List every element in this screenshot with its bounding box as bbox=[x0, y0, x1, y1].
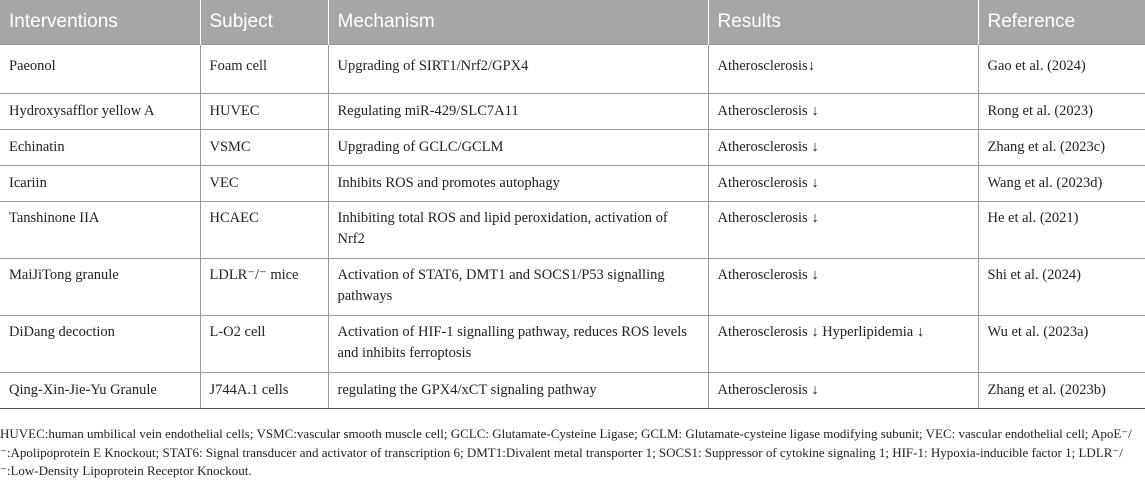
cell-results: Atherosclerosis↓ bbox=[708, 45, 978, 94]
cell-results: Atherosclerosis ↓ bbox=[708, 202, 978, 259]
cell-mechanism: Activation of STAT6, DMT1 and SOCS1/P53 signalling pathways bbox=[328, 259, 708, 316]
cell-reference: He et al. (2021) bbox=[978, 202, 1145, 259]
cell-intervention: Tanshinone IIA bbox=[0, 202, 200, 259]
table-row bbox=[0, 94, 1145, 130]
cell-mechanism: regulating the GPX4/xCT signaling pathway bbox=[328, 373, 708, 409]
header-reference: Reference bbox=[978, 0, 1145, 45]
table-row bbox=[0, 259, 1145, 316]
table-row bbox=[0, 202, 1145, 259]
cell-subject: L-O2 cell bbox=[200, 316, 328, 373]
cell-reference: Rong et al. (2023) bbox=[978, 94, 1145, 130]
cell-reference: Wang et al. (2023d) bbox=[978, 166, 1145, 202]
cell-mechanism: Inhibits ROS and promotes autophagy bbox=[328, 166, 708, 202]
cell-intervention: MaiJiTong granule bbox=[0, 259, 200, 316]
cell-reference: Wu et al. (2023a) bbox=[978, 316, 1145, 373]
cell-subject: HUVEC bbox=[200, 94, 328, 130]
table-row bbox=[0, 130, 1145, 166]
cell-reference: Gao et al. (2024) bbox=[978, 45, 1145, 94]
table-row bbox=[0, 166, 1145, 202]
header-results: Results bbox=[708, 0, 978, 45]
cell-reference: Zhang et al. (2023b) bbox=[978, 373, 1145, 409]
cell-results: Atherosclerosis ↓ bbox=[708, 259, 978, 316]
header-mechanism: Mechanism bbox=[328, 0, 708, 45]
table-row bbox=[0, 316, 1145, 373]
cell-subject: VEC bbox=[200, 166, 328, 202]
header-interventions: Interventions bbox=[0, 0, 200, 45]
cell-subject: Foam cell bbox=[200, 45, 328, 94]
cell-subject: J744A.1 cells bbox=[200, 373, 328, 409]
cell-results: Atherosclerosis ↓ bbox=[708, 373, 978, 409]
cell-subject: LDLR⁻/⁻ mice bbox=[200, 259, 328, 316]
header-subject: Subject bbox=[200, 0, 328, 45]
cell-intervention: Hydroxysafflor yellow A bbox=[0, 94, 200, 130]
cell-subject: VSMC bbox=[200, 130, 328, 166]
header-row bbox=[0, 0, 1145, 45]
cell-reference: Zhang et al. (2023c) bbox=[978, 130, 1145, 166]
cell-results: Atherosclerosis ↓ bbox=[708, 130, 978, 166]
cell-mechanism: Activation of HIF-1 signalling pathway, reduces ROS levels and inhibits ferroptosis bbox=[328, 316, 708, 373]
cell-mechanism: Upgrading of GCLC/GCLM bbox=[328, 130, 708, 166]
table-row bbox=[0, 45, 1145, 94]
cell-mechanism: Inhibiting total ROS and lipid peroxidation, activation of Nrf2 bbox=[328, 202, 708, 259]
cell-subject: HCAEC bbox=[200, 202, 328, 259]
cell-intervention: Echinatin bbox=[0, 130, 200, 166]
cell-intervention: DiDang decoction bbox=[0, 316, 200, 373]
cell-reference: Shi et al. (2024) bbox=[978, 259, 1145, 316]
cell-intervention: Qing-Xin-Jie-Yu Granule bbox=[0, 373, 200, 409]
cell-results: Atherosclerosis ↓ Hyperlipidemia ↓ bbox=[708, 316, 978, 373]
table-footnote: HUVEC:human umbilical vein endothelial cells; VSMC:vascular smooth muscle cell; GCLC: Glutamate-Cysteine Ligase; GCLM: Glutamate-cysteine ligase modifying subunit; VEC: vascular endothelial cell; ApoE⁻/⁻:Apolipoprotein E Knockout; STAT6: Signal transducer and activator of transcription 6; DMT1:Divalent metal transporter 1; SOCS1: Suppressor of cytokine signaling 1; HIF-1: Hypoxia-inducible factor 1; LDLR⁻/⁻:Low-Density Lipoprotein Receptor Knockout. bbox=[0, 426, 1132, 478]
cell-intervention: Paeonol bbox=[0, 45, 200, 94]
cell-mechanism: Regulating miR-429/SLC7A11 bbox=[328, 94, 708, 130]
table-row bbox=[0, 373, 1145, 409]
cell-mechanism: Upgrading of SIRT1/Nrf2/GPX4 bbox=[328, 45, 708, 94]
cell-results: Atherosclerosis ↓ bbox=[708, 94, 978, 130]
cell-intervention: Icariin bbox=[0, 166, 200, 202]
cell-results: Atherosclerosis ↓ bbox=[708, 166, 978, 202]
